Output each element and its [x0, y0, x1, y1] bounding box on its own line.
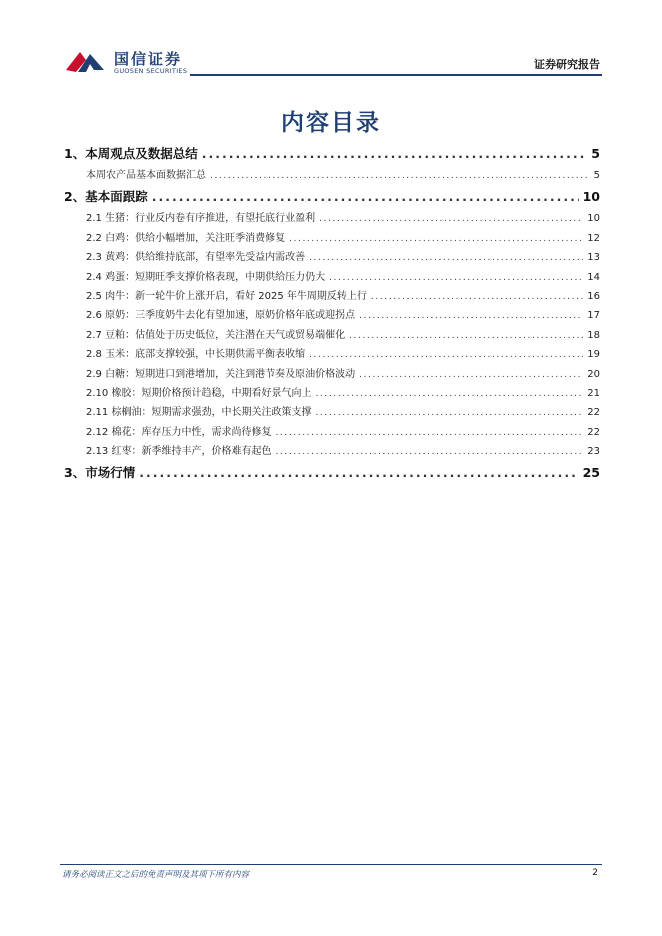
- toc-entry-page: 18: [587, 329, 600, 341]
- toc-subsection-link[interactable]: [64, 306, 600, 325]
- toc-section-link[interactable]: [64, 461, 600, 485]
- toc-dot-leader: [359, 307, 583, 325]
- footer-disclaimer: 请务必阅读正文之后的免责声明及其项下所有内容: [62, 870, 250, 880]
- toc-entry-page: 20: [587, 368, 600, 380]
- toc-entry-page: 25: [582, 465, 600, 481]
- toc-entry-title: 2.5 肉牛：新一轮牛价上涨开启，看好 2025 年牛周期反转上行: [86, 290, 367, 302]
- toc-entry-title: 2.8 玉米：底部支撑较强，中长期供需平衡表收缩: [86, 349, 306, 361]
- toc-subsection-link[interactable]: [64, 326, 600, 345]
- header-divider: [190, 74, 602, 76]
- logo-english-name: GUOSEN SECURITIES: [114, 67, 188, 75]
- guosen-logo-icon: [64, 46, 106, 76]
- toc-entry-title: 2.11 棕榈油：短期需求强劲，中长期关注政策支撑: [86, 407, 312, 419]
- toc-subsection-link[interactable]: [64, 229, 600, 248]
- toc-subsection-link[interactable]: [64, 365, 600, 384]
- toc-heading: 内容目录: [281, 110, 381, 136]
- toc-dot-leader: [289, 230, 583, 248]
- toc-entry-page: 13: [587, 252, 600, 264]
- page-number: 2: [592, 868, 598, 878]
- toc-entry-title: 2.6 原奶：三季度奶牛去化有望加速，原奶价格年底或迎拐点: [86, 310, 356, 322]
- toc-section-link[interactable]: [64, 142, 600, 166]
- toc-subsection-link[interactable]: [64, 442, 600, 461]
- toc-dot-leader: [202, 142, 588, 166]
- toc-entry-title: 2.9 白糖：短期进口到港增加，关注到港节奏及原油价格波动: [86, 368, 356, 380]
- toc-entry-title: 2.1 生猪：行业反内卷有序推进，有望托底行业盈利: [86, 213, 316, 225]
- toc-entry-page: 22: [587, 407, 600, 419]
- report-type-label: 证券研究报告: [534, 58, 600, 71]
- toc-subsection-link[interactable]: [64, 345, 600, 364]
- toc-entry-title: 2.13 红枣：新季维持丰产，价格难有起色: [86, 446, 272, 458]
- toc-subsection-link[interactable]: [64, 166, 600, 185]
- toc-entry-title: 2.4 鸡蛋：短期旺季支撑价格表现，中期供给压力仍大: [86, 271, 326, 283]
- page-header: [60, 44, 602, 84]
- toc-subsection-link[interactable]: [64, 248, 600, 267]
- toc-entry-page: 22: [587, 426, 600, 438]
- toc-entry-page: 5: [591, 146, 600, 161]
- toc-entry-page: 10: [582, 189, 600, 205]
- toc-dot-leader: [210, 167, 590, 185]
- toc-entry-title: 3、市场行情: [64, 465, 136, 481]
- toc-dot-leader: [371, 288, 583, 306]
- toc-dot-leader: [329, 269, 583, 287]
- footer-divider: [60, 864, 602, 865]
- toc-dot-leader: [315, 385, 583, 403]
- toc-entry-page: 19: [587, 349, 600, 361]
- toc-dot-leader: [309, 249, 583, 267]
- toc-entry-title: 本周农产品基本面数据汇总: [86, 170, 206, 181]
- toc-dot-leader: [319, 210, 583, 228]
- toc-subsection-link[interactable]: [64, 384, 600, 403]
- toc-entry-title: 2、基本面跟踪: [64, 189, 148, 205]
- toc-entry-title: 2.7 豆粕：估值处于历史低位，关注潜在天气或贸易端催化: [86, 329, 346, 341]
- toc-entry-page: 12: [587, 232, 600, 244]
- toc-subsection-link[interactable]: [64, 209, 600, 228]
- toc-section-link[interactable]: [64, 185, 600, 209]
- toc-entry-page: 5: [593, 170, 600, 181]
- toc-dot-leader: [315, 404, 583, 422]
- toc-entry-title: 1、本周观点及数据总结: [64, 146, 198, 161]
- toc-entry-title: 2.3 黄鸡：供给维持底部，有望率先受益内需改善: [86, 252, 306, 264]
- toc-entry-title: 2.2 白鸡：供给小幅增加，关注旺季消费修复: [86, 232, 286, 244]
- toc-entry-page: 10: [587, 213, 600, 225]
- table-of-contents: [64, 142, 600, 485]
- toc-subsection-link[interactable]: [64, 268, 600, 287]
- toc-dot-leader: [309, 346, 583, 364]
- toc-dot-leader: [152, 185, 579, 209]
- toc-entry-title: 2.12 棉花：库存压力中性，需求尚待修复: [86, 426, 272, 438]
- toc-dot-leader: [349, 327, 583, 345]
- toc-subsection-link[interactable]: [64, 403, 600, 422]
- toc-entry-title: 2.10 橡胶：短期价格预计趋稳，中期看好景气向上: [86, 387, 312, 399]
- toc-subsection-link[interactable]: [64, 423, 600, 442]
- toc-dot-leader: [359, 366, 583, 384]
- toc-dot-leader: [275, 443, 583, 461]
- toc-entry-page: 23: [587, 446, 600, 458]
- toc-entry-page: 16: [587, 290, 600, 302]
- toc-dot-leader: [275, 424, 583, 442]
- toc-entry-page: 17: [587, 310, 600, 322]
- toc-subsection-link[interactable]: [64, 287, 600, 306]
- toc-entry-page: 21: [587, 387, 600, 399]
- logo-chinese-name: 国信证券: [114, 50, 183, 68]
- toc-dot-leader: [139, 461, 578, 485]
- toc-entry-page: 14: [587, 271, 600, 283]
